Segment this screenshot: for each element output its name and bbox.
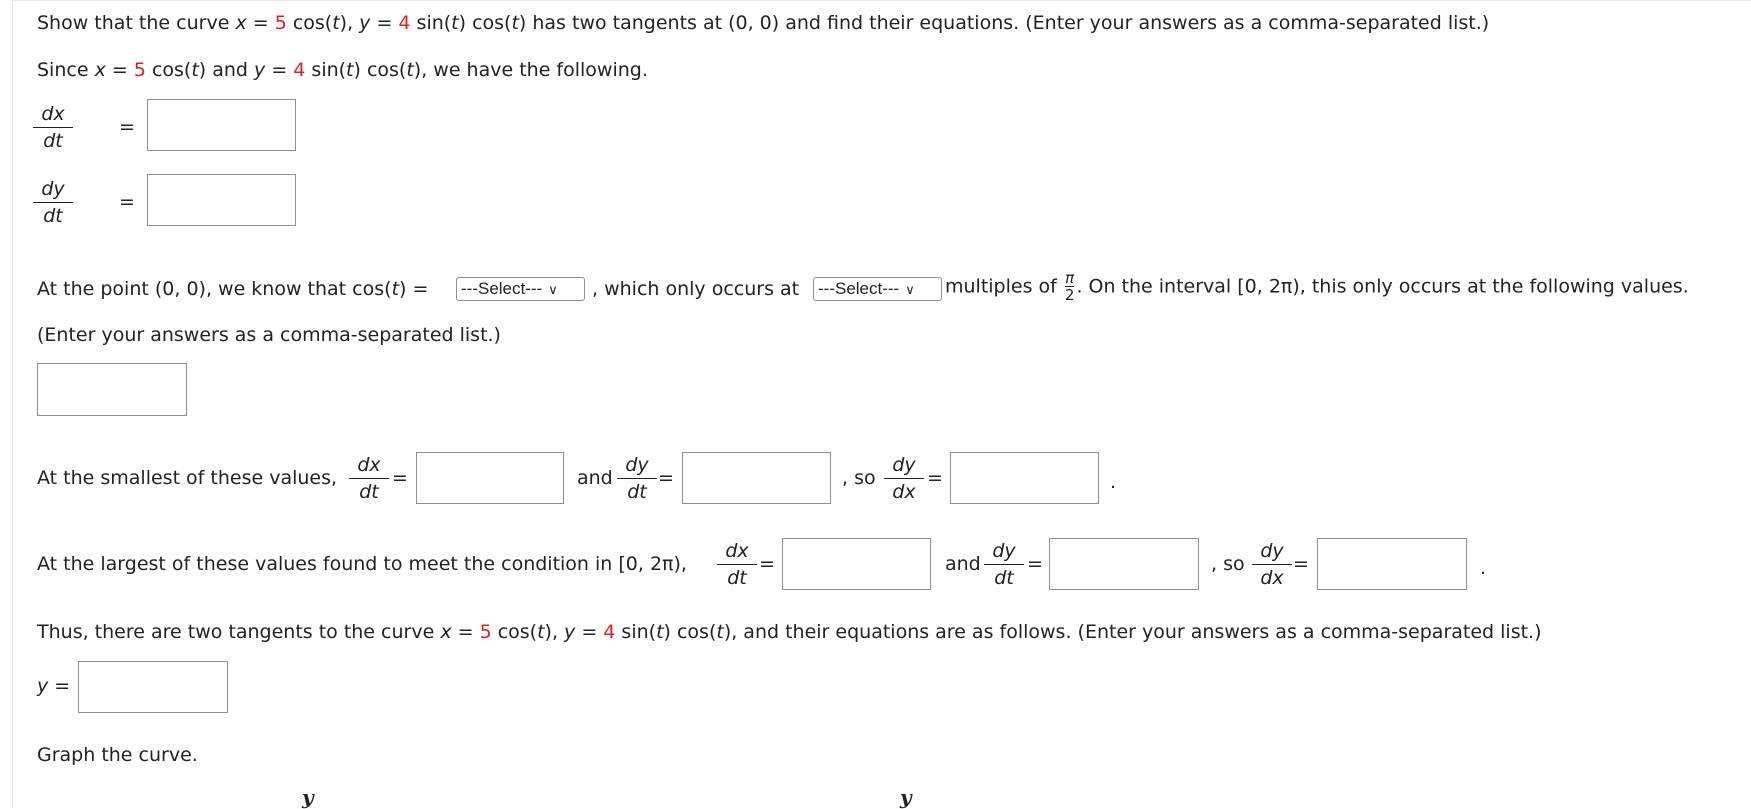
var-t: t xyxy=(406,59,414,81)
sin-text: sin( xyxy=(305,59,347,81)
var-y: y xyxy=(564,621,576,643)
dy-dt-fraction xyxy=(617,454,657,503)
select-value: ---Select--- xyxy=(461,279,543,298)
problem-statement xyxy=(37,11,1489,35)
equals-text: = xyxy=(246,12,275,34)
equals-sign: = xyxy=(1027,553,1043,575)
left-border xyxy=(12,0,13,808)
equals-text: = xyxy=(451,621,480,643)
dy-dx-fraction xyxy=(884,454,924,503)
chevron-down-icon: ∨ xyxy=(905,282,915,297)
smallest-dx-dt-input[interactable] xyxy=(416,452,564,504)
var-t: t xyxy=(332,12,340,34)
since-prefix: Since xyxy=(37,59,95,81)
top-border xyxy=(12,0,1751,1)
var-t: t xyxy=(451,12,459,34)
var-t: t xyxy=(537,621,545,643)
var-y: y xyxy=(37,675,49,697)
period-text: . xyxy=(1110,471,1117,493)
fraction-numerator: dy xyxy=(33,178,73,203)
paren-text: ), xyxy=(339,12,360,34)
dx-dt-fraction xyxy=(33,103,73,152)
so-text: , so xyxy=(842,467,876,489)
coef-y: 4 xyxy=(398,12,411,34)
denominator-two: 2 xyxy=(1064,286,1075,304)
cos-text: ) cos( xyxy=(663,621,717,643)
var-t: t xyxy=(656,621,664,643)
graph-option-1-y-axis-label: y xyxy=(302,785,314,809)
and-text: and xyxy=(945,553,981,575)
fraction-denominator: dt xyxy=(43,130,63,152)
equals-text: = xyxy=(48,675,71,697)
smallest-dy-dt-input[interactable] xyxy=(682,452,831,504)
coef-y: 4 xyxy=(293,59,306,81)
fraction-numerator: dy xyxy=(984,540,1024,565)
sin-text: sin( xyxy=(410,12,452,34)
multiples-line xyxy=(945,270,1689,303)
dx-dt-fraction xyxy=(349,454,389,503)
equals-text: = xyxy=(575,621,604,643)
var-x: x xyxy=(440,621,452,643)
fraction-denominator: dt xyxy=(994,567,1014,589)
fraction-numerator: dx xyxy=(349,454,389,479)
var-y: y xyxy=(359,12,371,34)
fraction-numerator: dy xyxy=(617,454,657,479)
fraction-numerator: dx xyxy=(33,103,73,128)
pi-over-two-fraction xyxy=(1065,270,1075,303)
dy-dt-fraction xyxy=(33,178,73,227)
largest-prefix: At the largest of these values found to meet the condition in [0, 2π), xyxy=(37,553,687,575)
thus-line xyxy=(37,620,1542,644)
var-t: t xyxy=(191,59,199,81)
fraction-denominator: dt xyxy=(359,481,379,503)
since-suffix: ), we have the following. xyxy=(413,59,648,81)
dx-dt-fraction xyxy=(717,540,757,589)
fraction-numerator: dx xyxy=(717,540,757,565)
comma-list-note xyxy=(37,323,501,347)
fraction-denominator: dt xyxy=(43,205,63,227)
equals-sign: = xyxy=(927,467,943,489)
fraction-denominator: dt xyxy=(727,567,747,589)
dy-dx-fraction xyxy=(1252,540,1292,589)
equals-sign: = xyxy=(658,467,674,489)
cos-text: ) cos( xyxy=(458,12,512,34)
multiples-select[interactable] xyxy=(813,277,942,301)
fraction-denominator: dx xyxy=(1260,567,1284,589)
fraction-numerator: dy xyxy=(1252,540,1292,565)
fraction-denominator: dx xyxy=(892,481,916,503)
coef-x: 5 xyxy=(133,59,146,81)
equals-sign: = xyxy=(759,553,775,575)
equals-sign: = xyxy=(1293,553,1309,575)
and-text: and xyxy=(577,467,613,489)
equals-text: ) = xyxy=(399,278,429,300)
cos-text: ) cos( xyxy=(353,59,407,81)
cos-text: cos( xyxy=(286,12,333,34)
occurs-at-text xyxy=(592,277,799,301)
period-text: . xyxy=(1480,557,1487,579)
graph-option-2-y-axis-label: y xyxy=(900,785,912,809)
coef-x: 5 xyxy=(274,12,287,34)
var-y: y xyxy=(254,59,266,81)
interval-text: . On the interval [0, 2π), this only occurs at the following values. xyxy=(1076,275,1689,298)
point-prefix: At the point (0, 0), we know that cos( xyxy=(37,278,392,300)
since-line xyxy=(37,58,648,82)
var-t: t xyxy=(716,621,724,643)
equals-sign: = xyxy=(119,191,135,213)
tangent-equations-input[interactable] xyxy=(78,661,228,713)
sin-text: sin( xyxy=(615,621,657,643)
tangent-answer-label xyxy=(37,674,70,698)
chevron-down-icon: ∨ xyxy=(548,282,558,297)
problem-prefix: Show that the curve xyxy=(37,12,236,34)
equals-text: = xyxy=(105,59,134,81)
largest-dy-dx-input[interactable] xyxy=(1317,538,1467,590)
smallest-prefix: At the smallest of these values, xyxy=(37,467,338,489)
note-text: (Enter your answers as a comma-separated list.) xyxy=(37,324,501,346)
graph-label xyxy=(37,743,198,767)
coef-y: 4 xyxy=(603,621,616,643)
var-t: t xyxy=(511,12,519,34)
problem-suffix: ) has two tangents at (0, 0) and find their equations. (Enter your answers as a comma-separated list.) xyxy=(518,12,1490,34)
pi-symbol: π xyxy=(1065,269,1075,287)
smallest-dy-dx-input[interactable] xyxy=(950,452,1099,504)
var-x: x xyxy=(235,12,247,34)
fraction-denominator: dt xyxy=(627,481,647,503)
t-values-input[interactable] xyxy=(37,363,187,416)
dy-dt-fraction xyxy=(984,540,1024,589)
so-text: , so xyxy=(1211,553,1245,575)
multiples-text: multiples of xyxy=(945,275,1063,298)
var-x: x xyxy=(94,59,106,81)
since-mid: ) and xyxy=(198,59,255,81)
equals-text: = xyxy=(265,59,294,81)
equals-text: = xyxy=(370,12,399,34)
equals-sign: = xyxy=(392,467,408,489)
graph-label-text: Graph the curve. xyxy=(37,744,198,766)
paren-text: ), xyxy=(544,621,565,643)
dx-dt-input[interactable] xyxy=(147,99,296,151)
fraction-numerator: dy xyxy=(884,454,924,479)
var-t: t xyxy=(346,59,354,81)
dy-dt-input[interactable] xyxy=(147,174,296,226)
smallest-prefix-text xyxy=(37,466,337,490)
cos-text: cos( xyxy=(491,621,538,643)
largest-prefix-text xyxy=(37,552,687,576)
largest-dy-dt-input[interactable] xyxy=(1049,538,1199,590)
equals-sign: = xyxy=(119,116,135,138)
thus-prefix: Thus, there are two tangents to the curve xyxy=(37,621,441,643)
select-value: ---Select--- xyxy=(818,279,900,298)
occurs-text: , which only occurs at xyxy=(592,278,800,300)
largest-dx-dt-input[interactable] xyxy=(782,538,931,590)
cos-value-select[interactable] xyxy=(456,277,585,301)
point-condition-line xyxy=(37,277,428,301)
coef-x: 5 xyxy=(479,621,492,643)
cos-text: cos( xyxy=(145,59,192,81)
thus-suffix: ), and their equations are as follows. (Enter your answers as a comma-separated list.) xyxy=(723,621,1542,643)
var-t: t xyxy=(391,278,400,300)
